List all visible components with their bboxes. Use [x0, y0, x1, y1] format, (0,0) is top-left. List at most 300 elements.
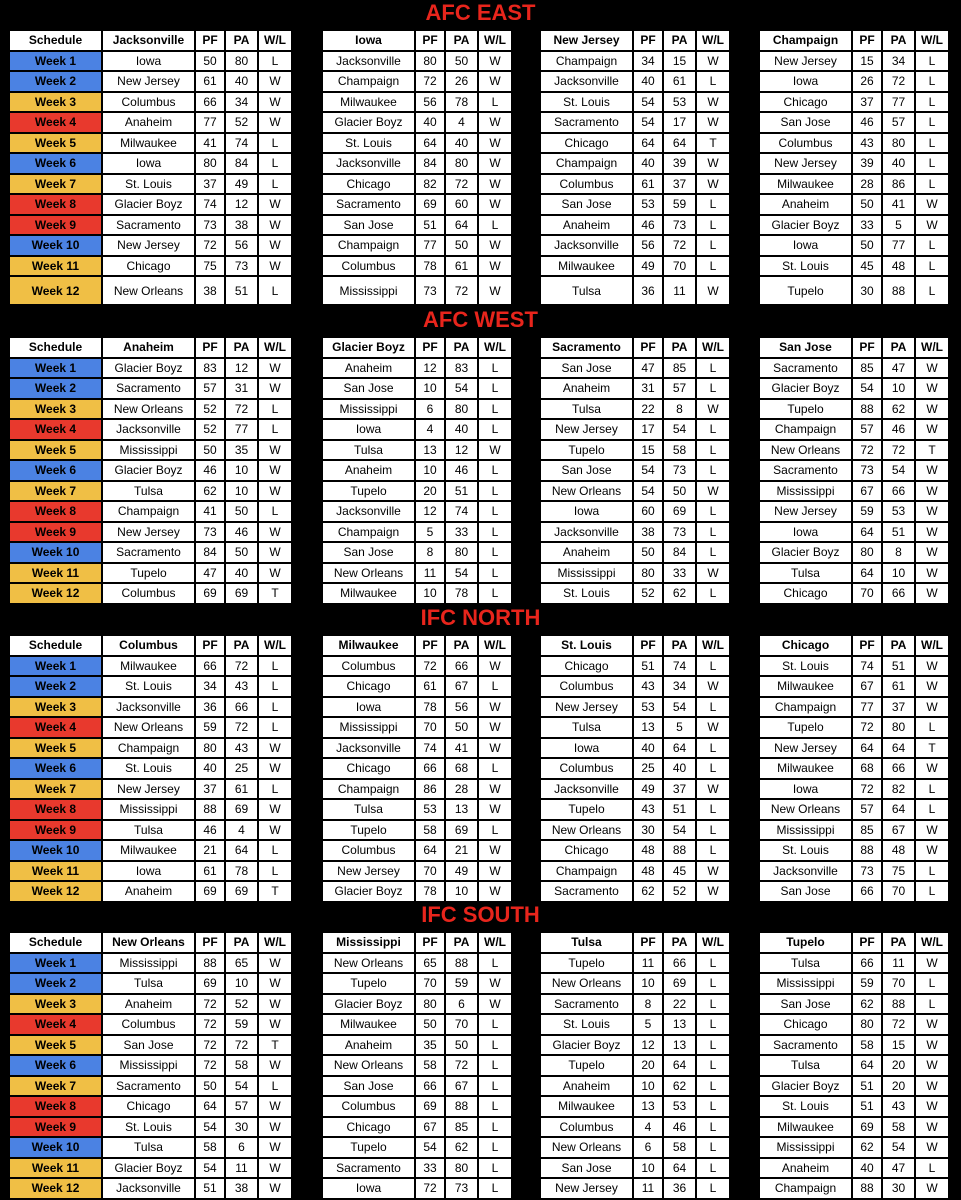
pf-cell: 47: [195, 563, 225, 584]
result-cell: L: [915, 51, 949, 72]
pf-cell: 40: [633, 738, 663, 759]
team-table: [322, 932, 512, 1199]
result-cell: L: [696, 522, 730, 543]
opponent-cell: Tulsa: [759, 1055, 852, 1076]
pa-cell: 64: [225, 840, 258, 861]
opponent-cell: New Orleans: [102, 276, 195, 305]
table-row: [102, 440, 292, 461]
week-label: Week 6: [9, 153, 102, 174]
result-cell: L: [915, 133, 949, 154]
week-label: Week 6: [9, 1055, 102, 1076]
table-row: [102, 799, 292, 820]
opponent-cell: Iowa: [759, 235, 852, 256]
pa-cell: 50: [663, 481, 696, 502]
pa-cell: 51: [225, 276, 258, 305]
result-cell: L: [478, 1178, 512, 1199]
pa-cell: 53: [882, 501, 915, 522]
table-row: [322, 112, 512, 133]
wl-header: W/L: [478, 337, 512, 358]
result-cell: W: [478, 71, 512, 92]
pa-cell: 30: [225, 1117, 258, 1138]
pf-header: PF: [415, 932, 445, 953]
team-header-row: [759, 337, 949, 358]
pf-cell: 5: [415, 522, 445, 543]
pa-cell: 15: [663, 51, 696, 72]
pa-cell: 58: [663, 440, 696, 461]
opponent-cell: Sacramento: [759, 358, 852, 379]
table-row: [322, 697, 512, 718]
pa-cell: 62: [445, 1137, 478, 1158]
pf-cell: 84: [195, 542, 225, 563]
team-table: [540, 30, 730, 305]
pf-cell: 36: [633, 276, 663, 305]
pf-cell: 10: [633, 973, 663, 994]
table-row: [759, 758, 949, 779]
pa-cell: 80: [882, 717, 915, 738]
pf-cell: 69: [195, 583, 225, 604]
pa-cell: 58: [663, 1137, 696, 1158]
opponent-cell: Glacier Boyz: [759, 1076, 852, 1097]
result-cell: L: [478, 953, 512, 974]
opponent-cell: Chicago: [540, 656, 633, 677]
pf-cell: 59: [852, 973, 882, 994]
table-row: [102, 51, 292, 72]
table-row: [759, 656, 949, 677]
opponent-cell: St. Louis: [540, 583, 633, 604]
table-row: [322, 738, 512, 759]
week-label: Week 2: [9, 676, 102, 697]
pa-cell: 51: [663, 799, 696, 820]
opponent-cell: Anaheim: [322, 358, 415, 379]
pa-header: PA: [882, 337, 915, 358]
opponent-cell: Milwaukee: [102, 656, 195, 677]
result-cell: L: [478, 820, 512, 841]
result-cell: W: [478, 656, 512, 677]
result-cell: L: [696, 840, 730, 861]
table-row: [322, 71, 512, 92]
opponent-cell: Mississippi: [759, 973, 852, 994]
opponent-cell: Chicago: [540, 840, 633, 861]
pa-cell: 57: [882, 112, 915, 133]
wl-header: W/L: [478, 932, 512, 953]
opponent-cell: Chicago: [759, 92, 852, 113]
table-row: [759, 717, 949, 738]
pf-cell: 17: [633, 419, 663, 440]
result-cell: L: [478, 1158, 512, 1179]
week-label: Week 11: [9, 861, 102, 882]
result-cell: L: [478, 1055, 512, 1076]
table-row: [540, 174, 730, 195]
pf-cell: 62: [852, 994, 882, 1015]
team-header-row: [322, 635, 512, 656]
pa-cell: 53: [663, 1096, 696, 1117]
pa-cell: 77: [225, 419, 258, 440]
pf-cell: 10: [415, 460, 445, 481]
result-cell: W: [258, 378, 292, 399]
table-row: [759, 1076, 949, 1097]
pa-cell: 10: [225, 973, 258, 994]
opponent-cell: Tulsa: [102, 820, 195, 841]
pf-cell: 46: [195, 460, 225, 481]
pa-cell: 45: [663, 861, 696, 882]
pf-cell: 67: [852, 676, 882, 697]
pa-cell: 72: [225, 399, 258, 420]
pa-cell: 17: [663, 112, 696, 133]
result-cell: L: [915, 153, 949, 174]
pf-cell: 40: [633, 153, 663, 174]
result-cell: W: [696, 861, 730, 882]
opponent-cell: Sacramento: [102, 542, 195, 563]
pf-cell: 85: [852, 358, 882, 379]
pf-cell: 61: [633, 174, 663, 195]
team-name-header: Anaheim: [102, 337, 195, 358]
pa-cell: 41: [445, 738, 478, 759]
opponent-cell: Tupelo: [540, 799, 633, 820]
wl-header: W/L: [258, 635, 292, 656]
opponent-cell: Champaign: [102, 738, 195, 759]
team-name-header: New Orleans: [102, 932, 195, 953]
pa-cell: 64: [663, 1158, 696, 1179]
week-label: Week 7: [9, 779, 102, 800]
result-cell: L: [478, 563, 512, 584]
opponent-cell: Glacier Boyz: [102, 1158, 195, 1179]
opponent-cell: New Jersey: [540, 697, 633, 718]
pa-cell: 72: [445, 276, 478, 305]
result-cell: W: [915, 378, 949, 399]
result-cell: L: [915, 71, 949, 92]
opponent-cell: San Jose: [540, 460, 633, 481]
opponent-cell: Tupelo: [759, 717, 852, 738]
result-cell: W: [258, 460, 292, 481]
table-row: [540, 378, 730, 399]
table-row: [322, 378, 512, 399]
result-cell: L: [915, 92, 949, 113]
pa-cell: 6: [225, 1137, 258, 1158]
table-row: [540, 1137, 730, 1158]
pf-cell: 21: [195, 840, 225, 861]
week-label: Week 1: [9, 656, 102, 677]
week-label: Week 5: [9, 738, 102, 759]
result-cell: W: [915, 1076, 949, 1097]
pa-cell: 84: [225, 153, 258, 174]
pf-cell: 52: [195, 399, 225, 420]
pa-cell: 66: [882, 758, 915, 779]
pa-cell: 67: [445, 1076, 478, 1097]
table-row: [322, 799, 512, 820]
opponent-cell: Jacksonville: [540, 522, 633, 543]
pf-cell: 40: [852, 1158, 882, 1179]
pa-cell: 4: [225, 820, 258, 841]
pa-cell: 72: [882, 71, 915, 92]
table-row: [322, 1137, 512, 1158]
result-cell: W: [915, 358, 949, 379]
result-cell: L: [696, 973, 730, 994]
pf-cell: 47: [633, 358, 663, 379]
pa-cell: 78: [225, 861, 258, 882]
table-row: [759, 215, 949, 236]
table-row: [102, 174, 292, 195]
result-cell: W: [258, 799, 292, 820]
wl-header: W/L: [478, 30, 512, 51]
result-cell: L: [696, 1117, 730, 1138]
pa-cell: 11: [663, 276, 696, 305]
result-cell: L: [696, 953, 730, 974]
table-row: [759, 358, 949, 379]
result-cell: W: [915, 481, 949, 502]
pf-cell: 12: [415, 501, 445, 522]
pa-cell: 73: [225, 256, 258, 277]
opponent-cell: New Orleans: [759, 440, 852, 461]
opponent-cell: Chicago: [759, 1014, 852, 1035]
opponent-cell: Mississippi: [540, 563, 633, 584]
team-name-header: Milwaukee: [322, 635, 415, 656]
result-cell: W: [915, 1137, 949, 1158]
pf-cell: 74: [852, 656, 882, 677]
pf-cell: 72: [852, 717, 882, 738]
schedule-column: [9, 337, 102, 604]
table-row: [102, 881, 292, 902]
pf-cell: 54: [195, 1158, 225, 1179]
pf-cell: 13: [415, 440, 445, 461]
wl-header: W/L: [478, 635, 512, 656]
result-cell: W: [258, 358, 292, 379]
pf-cell: 4: [415, 419, 445, 440]
opponent-cell: Anaheim: [759, 1158, 852, 1179]
table-row: [759, 953, 949, 974]
pf-cell: 53: [415, 799, 445, 820]
result-cell: W: [258, 440, 292, 461]
opponent-cell: Sacramento: [102, 215, 195, 236]
result-cell: W: [258, 1137, 292, 1158]
pa-cell: 66: [445, 656, 478, 677]
wl-header: W/L: [258, 932, 292, 953]
table-row: [102, 194, 292, 215]
opponent-cell: New Jersey: [322, 861, 415, 882]
pa-cell: 25: [225, 758, 258, 779]
result-cell: W: [258, 563, 292, 584]
result-cell: L: [478, 1014, 512, 1035]
pf-cell: 77: [195, 112, 225, 133]
pf-cell: 51: [415, 215, 445, 236]
table-row: [540, 820, 730, 841]
result-cell: L: [696, 656, 730, 677]
result-cell: L: [478, 1137, 512, 1158]
week-label: Week 9: [9, 522, 102, 543]
pa-cell: 59: [663, 194, 696, 215]
pf-cell: 56: [633, 235, 663, 256]
opponent-cell: Glacier Boyz: [102, 460, 195, 481]
opponent-cell: Mississippi: [102, 953, 195, 974]
result-cell: W: [258, 758, 292, 779]
week-label: Week 10: [9, 235, 102, 256]
opponent-cell: Anaheim: [102, 994, 195, 1015]
pa-cell: 12: [225, 194, 258, 215]
result-cell: L: [258, 840, 292, 861]
opponent-cell: Champaign: [759, 697, 852, 718]
result-cell: L: [696, 1158, 730, 1179]
team-name-header: New Jersey: [540, 30, 633, 51]
pa-cell: 51: [882, 522, 915, 543]
result-cell: W: [696, 881, 730, 902]
opponent-cell: Iowa: [322, 1178, 415, 1199]
result-cell: L: [258, 697, 292, 718]
opponent-cell: Sacramento: [540, 881, 633, 902]
pf-header: PF: [415, 30, 445, 51]
result-cell: W: [478, 973, 512, 994]
pa-cell: 54: [663, 697, 696, 718]
pf-cell: 61: [415, 676, 445, 697]
result-cell: W: [478, 51, 512, 72]
table-row: [540, 1055, 730, 1076]
table-row: [102, 501, 292, 522]
pf-cell: 64: [852, 563, 882, 584]
pf-cell: 20: [415, 481, 445, 502]
table-row: [759, 235, 949, 256]
result-cell: W: [915, 419, 949, 440]
table-row: [322, 1055, 512, 1076]
pa-cell: 50: [445, 1035, 478, 1056]
pf-cell: 72: [852, 779, 882, 800]
table-row: [102, 1035, 292, 1056]
pa-cell: 36: [663, 1178, 696, 1199]
pf-cell: 58: [195, 1137, 225, 1158]
opponent-cell: San Jose: [322, 1076, 415, 1097]
result-cell: W: [696, 717, 730, 738]
week-label: Week 9: [9, 820, 102, 841]
week-label: Week 8: [9, 1096, 102, 1117]
pa-cell: 10: [445, 881, 478, 902]
team-header-row: [322, 30, 512, 51]
week-label: Week 2: [9, 71, 102, 92]
pa-cell: 72: [225, 1035, 258, 1056]
opponent-cell: Mississippi: [322, 399, 415, 420]
pf-cell: 80: [852, 1014, 882, 1035]
pf-cell: 59: [852, 501, 882, 522]
pa-cell: 31: [225, 378, 258, 399]
opponent-cell: St. Louis: [102, 1117, 195, 1138]
table-row: [102, 1137, 292, 1158]
pa-cell: 70: [882, 881, 915, 902]
result-cell: T: [258, 881, 292, 902]
pa-cell: 46: [225, 522, 258, 543]
pa-header: PA: [663, 30, 696, 51]
result-cell: L: [478, 215, 512, 236]
result-cell: L: [696, 799, 730, 820]
pa-cell: 43: [225, 676, 258, 697]
team-name-header: Tupelo: [759, 932, 852, 953]
table-row: [322, 1076, 512, 1097]
week-label: Week 11: [9, 563, 102, 584]
pf-cell: 72: [415, 1178, 445, 1199]
result-cell: L: [696, 256, 730, 277]
pf-cell: 68: [852, 758, 882, 779]
team-header-row: [102, 337, 292, 358]
opponent-cell: Milwaukee: [322, 1014, 415, 1035]
result-cell: W: [478, 256, 512, 277]
pa-cell: 26: [445, 71, 478, 92]
table-row: [322, 542, 512, 563]
pf-cell: 13: [633, 717, 663, 738]
pf-cell: 33: [415, 1158, 445, 1179]
result-cell: L: [478, 1096, 512, 1117]
table-row: [540, 1096, 730, 1117]
team-table: [759, 30, 949, 305]
result-cell: W: [915, 676, 949, 697]
opponent-cell: Jacksonville: [540, 779, 633, 800]
pf-cell: 54: [633, 481, 663, 502]
table-row: [102, 1014, 292, 1035]
pa-cell: 8: [882, 542, 915, 563]
pa-cell: 80: [225, 51, 258, 72]
opponent-cell: Tulsa: [322, 799, 415, 820]
table-row: [322, 881, 512, 902]
result-cell: L: [696, 697, 730, 718]
result-cell: L: [915, 861, 949, 882]
pa-cell: 58: [225, 1055, 258, 1076]
wl-header: W/L: [696, 30, 730, 51]
result-cell: L: [696, 358, 730, 379]
pf-cell: 80: [852, 542, 882, 563]
result-cell: L: [258, 861, 292, 882]
result-cell: W: [696, 481, 730, 502]
pa-cell: 50: [445, 235, 478, 256]
pa-cell: 65: [225, 953, 258, 974]
team-header-row: [540, 635, 730, 656]
table-row: [102, 1178, 292, 1199]
pa-cell: 46: [445, 460, 478, 481]
pa-cell: 35: [225, 440, 258, 461]
team-header-row: [322, 337, 512, 358]
pa-cell: 69: [225, 881, 258, 902]
pa-cell: 21: [445, 840, 478, 861]
pf-cell: 50: [195, 51, 225, 72]
result-cell: L: [696, 994, 730, 1015]
result-cell: W: [915, 1055, 949, 1076]
table-row: [540, 92, 730, 113]
table-row: [759, 440, 949, 461]
pf-cell: 20: [633, 1055, 663, 1076]
table-row: [322, 1096, 512, 1117]
result-cell: W: [258, 1117, 292, 1138]
pf-cell: 51: [852, 1076, 882, 1097]
result-cell: L: [915, 973, 949, 994]
pf-cell: 58: [415, 820, 445, 841]
pa-cell: 20: [882, 1076, 915, 1097]
result-cell: L: [258, 1076, 292, 1097]
pf-cell: 10: [415, 378, 445, 399]
pf-cell: 66: [852, 881, 882, 902]
opponent-cell: Tupelo: [322, 820, 415, 841]
opponent-cell: San Jose: [759, 881, 852, 902]
pa-header: PA: [663, 337, 696, 358]
table-row: [759, 1158, 949, 1179]
pf-cell: 77: [415, 235, 445, 256]
pa-cell: 59: [225, 1014, 258, 1035]
pa-cell: 61: [663, 71, 696, 92]
opponent-cell: Mississippi: [102, 799, 195, 820]
result-cell: W: [258, 738, 292, 759]
pf-cell: 64: [852, 738, 882, 759]
pa-cell: 40: [882, 153, 915, 174]
pa-cell: 33: [445, 522, 478, 543]
pa-cell: 69: [445, 820, 478, 841]
pf-cell: 67: [415, 1117, 445, 1138]
opponent-cell: Tupelo: [540, 953, 633, 974]
pf-cell: 8: [633, 994, 663, 1015]
result-cell: L: [258, 501, 292, 522]
opponent-cell: New Orleans: [102, 717, 195, 738]
pf-header: PF: [852, 337, 882, 358]
